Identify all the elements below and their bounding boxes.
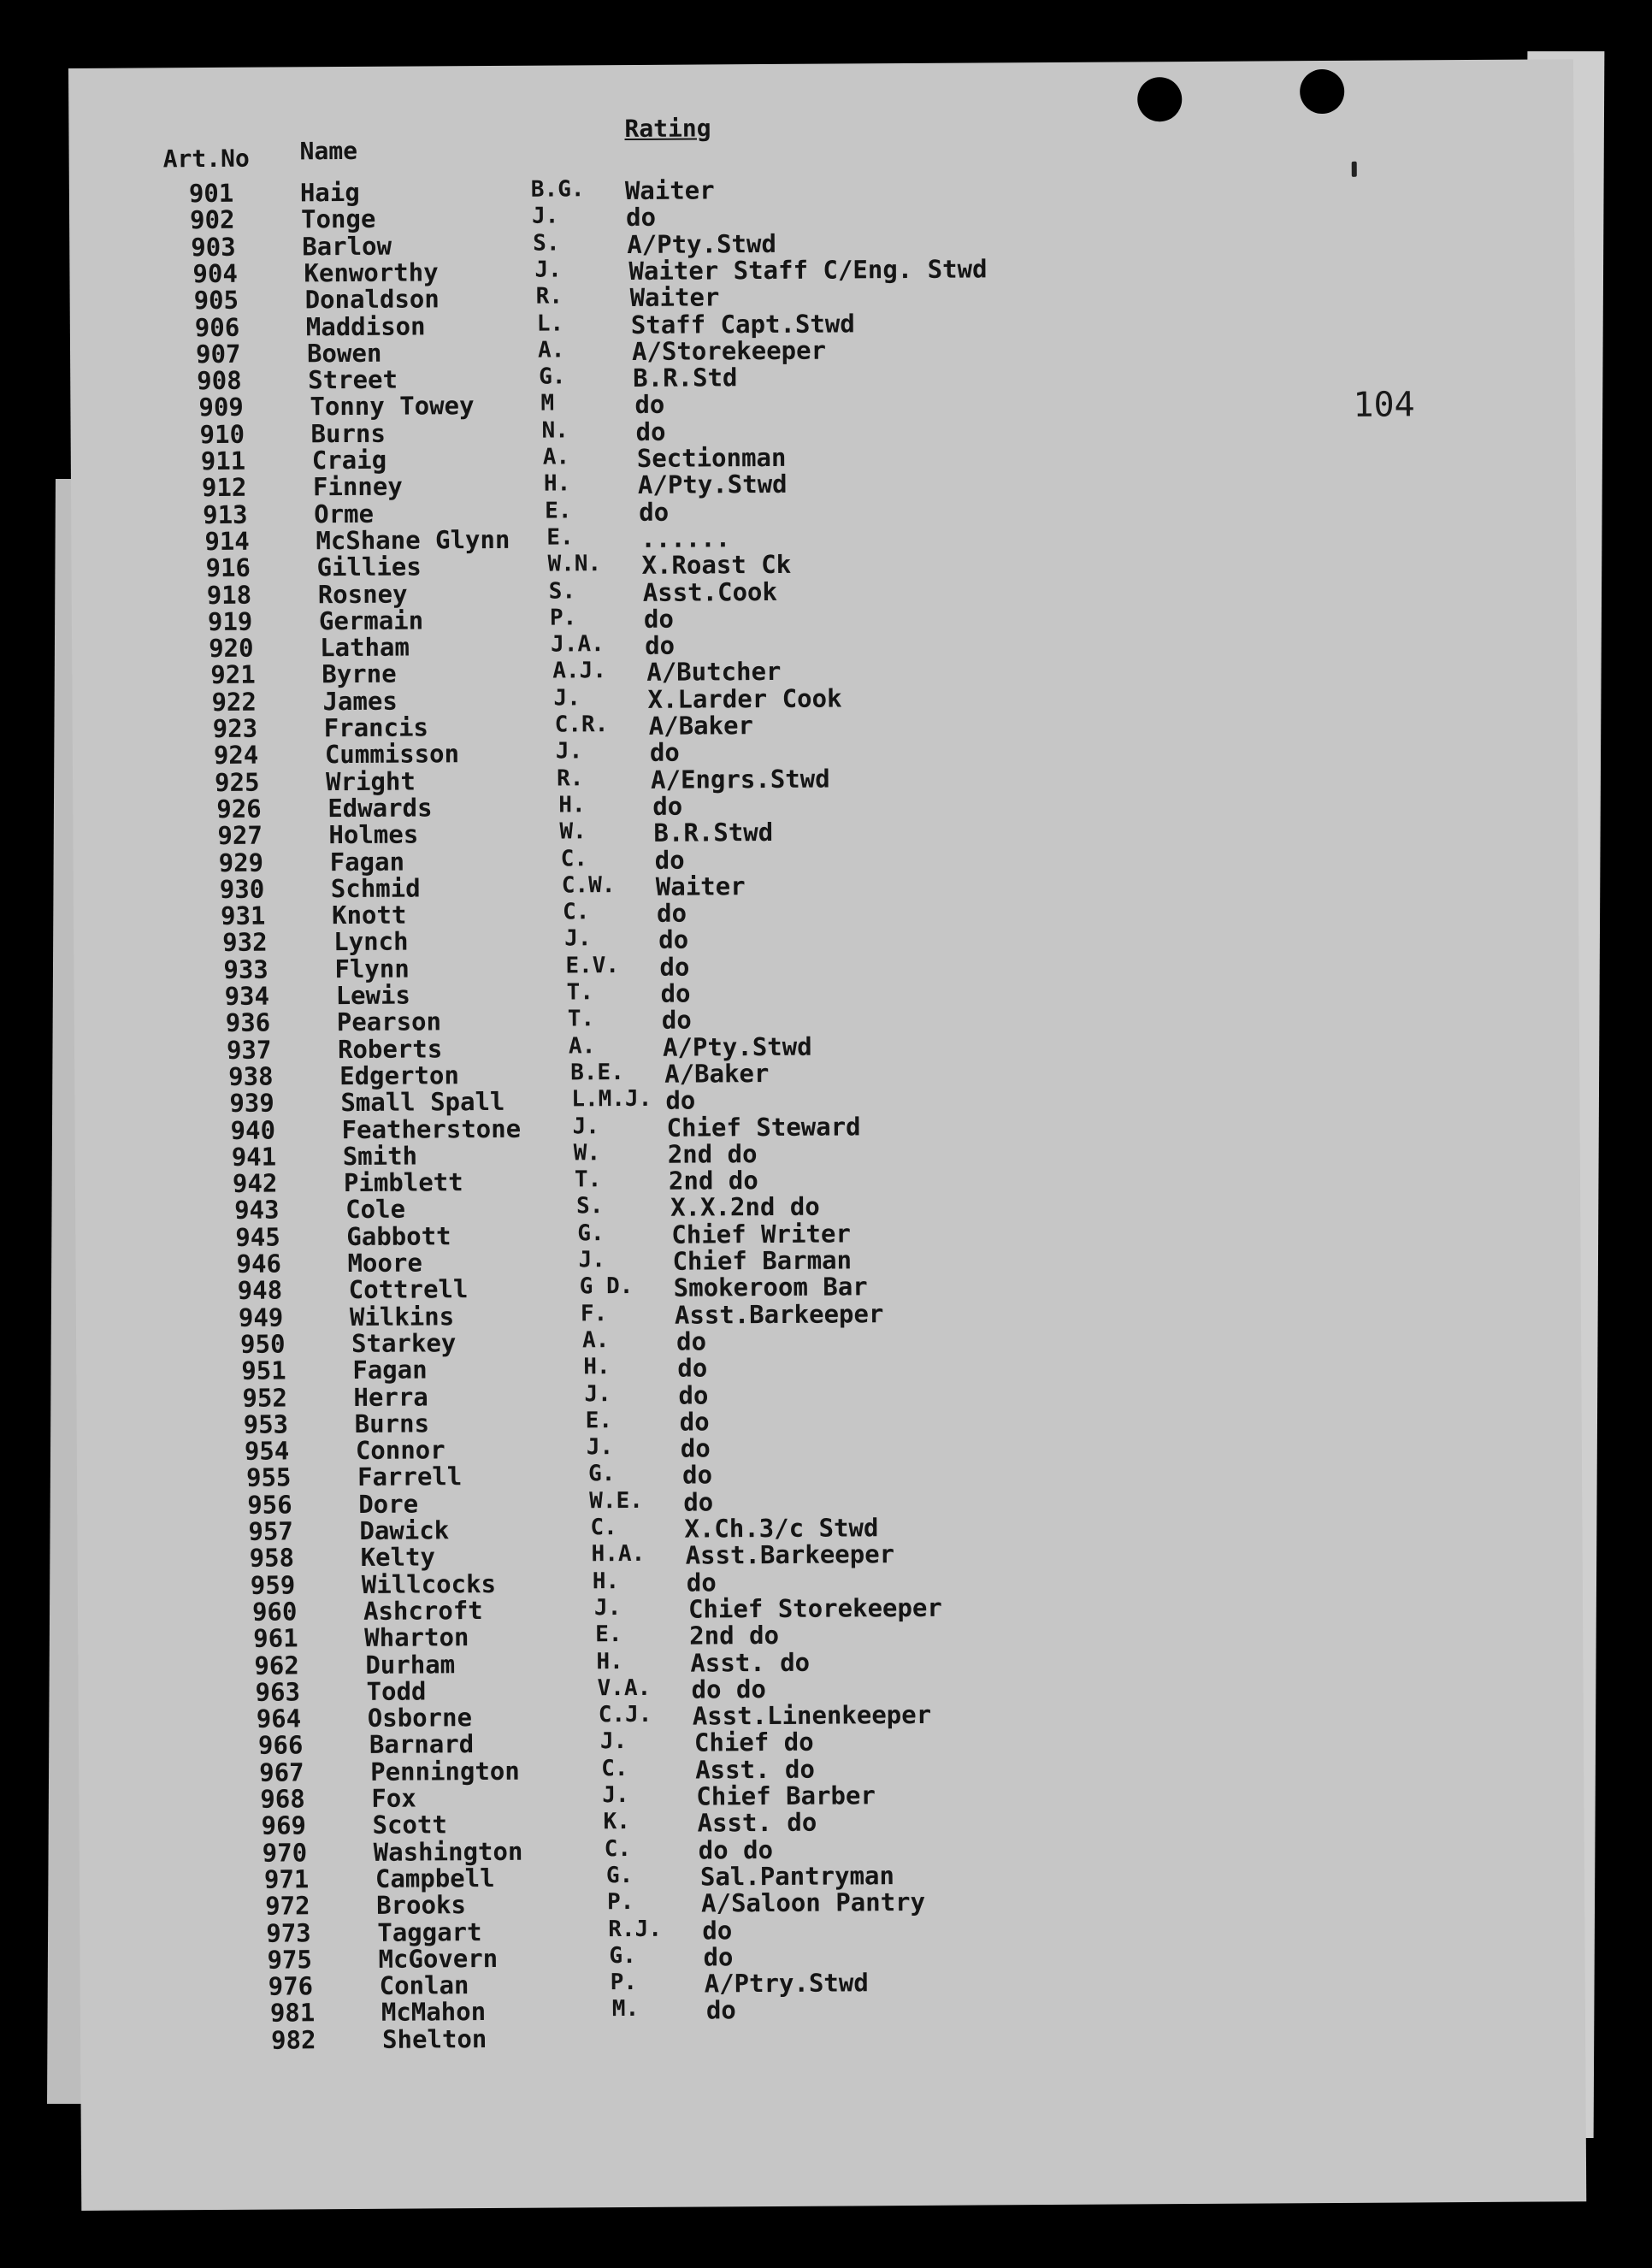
entry-initials: T. (574, 1166, 602, 1193)
entry-initials: P. (610, 1970, 638, 1996)
entry-number: 933 (223, 954, 268, 984)
entry-initials: J. (553, 685, 581, 712)
entry-number: 960 (251, 1597, 298, 1627)
entry-rating: Waiter (655, 871, 746, 901)
entry-name: Shelton (381, 2023, 487, 2054)
entry-number: 925 (214, 767, 260, 797)
entry-initials: C. (601, 1755, 628, 1781)
entry-initials: E.V. (565, 952, 620, 979)
entry-name: Todd (366, 1676, 427, 1706)
entry-name: Street (308, 364, 398, 395)
entry-rating: do (649, 737, 680, 768)
entry-rating: do (681, 1460, 713, 1491)
entry-number: 955 (245, 1462, 292, 1493)
entry-rating: X.X.2nd do (670, 1192, 820, 1223)
entry-number: 943 (234, 1195, 280, 1226)
punch-hole-icon (1300, 69, 1344, 114)
entry-number: 927 (217, 820, 263, 851)
entry-name: Wilkins (349, 1301, 455, 1332)
entry-initials: M (540, 390, 555, 417)
entry-rating: do (680, 1433, 711, 1463)
entry-name: Dore (358, 1489, 419, 1519)
entry-name: Cottrell (348, 1274, 469, 1305)
entry-rating: A/Baker (664, 1058, 770, 1089)
entry-initials: E. (545, 498, 572, 524)
entry-initials: S. (548, 577, 576, 605)
entry-rating: Chief Barber (696, 1781, 876, 1811)
entry-name: Maddison (305, 310, 426, 341)
entry-rating: Chief do (693, 1728, 814, 1757)
entry-initials: W. (559, 818, 587, 845)
entry-initials: J. (593, 1594, 622, 1621)
entry-rating: X.Larder Cook (647, 683, 842, 714)
entry-initials: R. (535, 283, 563, 310)
entry-name: Small Spall (340, 1087, 505, 1118)
entry-initials: J. (564, 925, 592, 952)
entry-number: 903 (191, 232, 236, 262)
entry-name: Barnard (369, 1729, 475, 1760)
entry-number: 969 (261, 1810, 307, 1840)
entry-name: Connor (355, 1435, 445, 1466)
entry-name: Burns (354, 1409, 430, 1438)
entry-number: 956 (247, 1490, 292, 1520)
entry-number: 921 (210, 660, 256, 690)
entry-initials: N. (541, 417, 569, 444)
entry-rating: Sectionman (636, 442, 787, 473)
entry-name: Francis (323, 712, 429, 743)
entry-rating: do (678, 1379, 709, 1410)
entry-number: 910 (199, 419, 245, 449)
entry-initials: T. (567, 1006, 595, 1032)
entry-initials: C. (590, 1515, 617, 1541)
entry-initials: J. (586, 1434, 614, 1461)
entry-initials: B.G. (530, 176, 585, 203)
entry-number: 958 (249, 1543, 295, 1574)
entry-initials: R.J. (608, 1916, 663, 1942)
entry-initials: S. (533, 230, 560, 257)
entry-rating: do (639, 497, 670, 527)
entry-name: Edwards (327, 793, 433, 824)
entry-initials: H. (583, 1354, 611, 1380)
entry-number: 907 (195, 339, 241, 369)
entry-initials: A. (568, 1032, 596, 1060)
entry-rating: do (658, 924, 689, 955)
entry-number: 914 (204, 526, 250, 556)
entry-number: 919 (207, 606, 253, 636)
entry-number: 922 (211, 687, 257, 717)
entry-initials: J. (578, 1247, 605, 1273)
entry-rating: Asst.Barkeeper (685, 1539, 895, 1570)
entry-initials: G. (587, 1461, 616, 1487)
entry-number: 941 (231, 1142, 277, 1172)
entry-name: Tonny Towey (310, 391, 475, 422)
entry-initials: H. (543, 470, 571, 497)
entry-number: 918 (206, 580, 252, 610)
entry-number: 957 (248, 1516, 293, 1546)
entry-number: 901 (188, 178, 234, 209)
entry-initials: E. (546, 524, 574, 551)
entry-number: 976 (268, 1971, 314, 2001)
entry-initials: W. (573, 1140, 601, 1166)
entry-rating: Asst. do (690, 1647, 811, 1678)
entry-rating: Asst.Barkeeper (674, 1298, 884, 1330)
entry-name: Finney (312, 471, 403, 502)
entry-number: 923 (212, 713, 258, 743)
entry-name: Germain (318, 605, 424, 636)
entry-number: 938 (228, 1061, 274, 1091)
entry-name: McShane Glynn (316, 524, 510, 556)
entry-number: 924 (213, 740, 259, 771)
entry-rating: do (661, 1005, 692, 1036)
entry-name: Byrne (322, 659, 397, 689)
entry-rating: Asst. do (695, 1754, 815, 1785)
entry-rating: A/Ptry.Stwd (704, 1968, 869, 1999)
entry-name: Barlow (302, 231, 392, 261)
entry-initials: M. (611, 1996, 640, 2023)
entry-number: 952 (242, 1382, 287, 1413)
entry-rating: do do (691, 1674, 767, 1704)
entry-name: Cole (345, 1195, 406, 1225)
page-number: 104 (1353, 385, 1415, 425)
entry-rating: Asst.Cook (642, 576, 777, 607)
entry-initials: H. (558, 792, 586, 818)
entry-name: Gillies (316, 552, 422, 582)
entry-initials: J. (534, 257, 562, 283)
entry-initials: J. (555, 738, 583, 765)
entry-rating: do (705, 1995, 736, 2025)
entry-name: Herra (353, 1381, 428, 1412)
entry-number: 931 (220, 901, 266, 931)
entry-initials: G. (609, 1942, 636, 1969)
entry-rating: A/Pty.Stwd (637, 470, 788, 500)
entry-name: Durham (365, 1649, 456, 1680)
entry-name: Campbell (375, 1863, 495, 1893)
entry-rating: Sal.Pantryman (699, 1861, 895, 1892)
entry-rating: X.Roast Ck (641, 550, 792, 581)
entry-rating: do (654, 845, 685, 875)
entry-number: 968 (260, 1784, 305, 1814)
entry-rating: B.R.Std (633, 363, 738, 393)
entry-rating: Staff Capt.Stwd (630, 308, 855, 340)
entry-initials: E. (595, 1621, 622, 1648)
entry-initials: G. (539, 363, 566, 390)
entry-number: 906 (194, 312, 240, 342)
entry-rating: do (676, 1326, 707, 1356)
entry-name: Washington (373, 1836, 523, 1867)
entry-number: 966 (257, 1730, 304, 1761)
entry-number: 961 (253, 1623, 298, 1653)
entry-name: Fagan (329, 847, 405, 877)
entry-initials: V.A. (597, 1674, 652, 1702)
entry-name: Conlan (379, 1970, 469, 2000)
entry-name: Lynch (333, 926, 409, 957)
entry-name: Latham (320, 632, 410, 663)
entry-number: 954 (244, 1436, 290, 1466)
entry-number: 926 (216, 794, 262, 824)
entry-number: 916 (205, 552, 251, 583)
entry-number: 970 (262, 1837, 308, 1868)
entry-name: Kenworthy (304, 257, 439, 288)
entry-initials: C. (560, 845, 588, 872)
entry-rating: ...... (640, 523, 731, 553)
entry-number: 937 (226, 1035, 272, 1065)
entry-initials: W.N. (547, 551, 602, 577)
entry-rating: do do (698, 1834, 774, 1865)
entry-initials: S. (576, 1193, 604, 1220)
entry-initials: B.E. (570, 1059, 624, 1086)
entry-initials: C.R. (554, 712, 609, 738)
entry-rating: do (643, 604, 674, 634)
entry-name: Kelty (360, 1542, 436, 1573)
entry-rating: do (677, 1353, 708, 1383)
entry-number: 932 (222, 927, 268, 958)
cert-no-header: Art.No (162, 144, 250, 174)
entry-name: Cummisson (324, 739, 460, 770)
entry-number: 959 (250, 1570, 296, 1600)
entry-number: 905 (193, 285, 239, 316)
entry-number: 973 (266, 1917, 311, 1948)
entry-initials: P. (549, 605, 577, 631)
entry-number: 948 (237, 1275, 283, 1306)
entry-initials: H.A. (591, 1541, 646, 1568)
entry-rating: do (686, 1567, 717, 1598)
entry-name: Edgerton (339, 1060, 459, 1090)
entry-name: Burns (310, 418, 386, 448)
entry-initials: H. (596, 1648, 623, 1674)
entry-rating: do (645, 630, 676, 660)
entry-number: 913 (203, 499, 248, 529)
entry-name: Farrell (357, 1462, 463, 1492)
entry-rating: do (659, 952, 690, 982)
entry-initials: J. (584, 1380, 611, 1407)
entry-rating: Chief Barman (672, 1245, 853, 1276)
entry-rating: Smokeroom Bar (673, 1272, 868, 1302)
entry-rating: A/Storekeeper (631, 335, 827, 366)
entry-initials: G. (605, 1862, 634, 1889)
entry-rating: Chief Writer (671, 1219, 851, 1249)
entry-number: 940 (230, 1115, 276, 1145)
entry-rating: A/Butcher (646, 657, 782, 688)
entry-rating: do (665, 1085, 696, 1115)
entry-rating: do (702, 1915, 733, 1946)
entry-number: 902 (189, 205, 235, 235)
entry-number: 946 (236, 1249, 282, 1279)
entry-number: 981 (269, 1998, 316, 2028)
entry-number: 939 (229, 1088, 274, 1119)
entry-initials: A. (582, 1327, 610, 1354)
entry-name: Knott (331, 900, 407, 930)
entry-name: Scott (372, 1810, 447, 1840)
entry-name: Donaldson (304, 284, 440, 315)
entry-rating: do (660, 978, 691, 1008)
entry-name: Moore (347, 1248, 422, 1279)
entry-number: 912 (201, 473, 247, 503)
entry-number: 972 (265, 1891, 310, 1921)
entry-name: Pennington (370, 1756, 520, 1787)
entry-name: Haig (299, 177, 360, 208)
entry-initials: C. (562, 899, 590, 925)
entry-initials: J. (602, 1782, 629, 1809)
entry-initials: R. (556, 765, 584, 792)
entry-name: Holmes (328, 819, 419, 850)
entry-initials: A.J. (552, 658, 607, 684)
entry-rating: do (703, 1942, 734, 1972)
entry-number: 967 (259, 1757, 304, 1787)
entry-number: 953 (243, 1409, 289, 1439)
entry-name: Starkey (351, 1328, 457, 1358)
entry-name: Lewis (335, 980, 411, 1011)
entry-number: 930 (219, 874, 265, 904)
entry-rating: A/Saloon Pantry (701, 1887, 926, 1918)
name-header: Name (299, 136, 358, 166)
entry-name: Wright (325, 766, 416, 796)
entry-number: 975 (267, 1945, 313, 1975)
entry-initials: H. (592, 1568, 620, 1594)
entry-initials: C. (604, 1835, 632, 1862)
entry-rating: Waiter (629, 282, 720, 313)
entry-name: Gabbott (346, 1220, 451, 1251)
entry-number: 950 (240, 1329, 286, 1359)
entry-number: 934 (224, 981, 270, 1011)
entry-name: Osborne (367, 1703, 473, 1733)
entry-number: 945 (235, 1222, 280, 1252)
entry-name: Willcocks (361, 1568, 497, 1599)
entry-initials: J.A. (551, 631, 605, 658)
entry-name: Schmid (330, 873, 421, 903)
entry-rating: do (683, 1487, 714, 1517)
entry-number: 904 (192, 258, 238, 289)
entry-rating: Asst. do (697, 1807, 817, 1838)
entry-rating: B.R.Stwd (653, 818, 774, 848)
entry-rating: do (652, 791, 683, 821)
entry-rating: 2nd do (689, 1621, 780, 1651)
entry-rating: A/Baker (648, 711, 754, 741)
entry-initials: T. (566, 979, 594, 1006)
entry-rating: Waiter (624, 175, 715, 206)
punch-hole-icon (1137, 77, 1182, 121)
entry-name: McMahon (381, 1997, 487, 2028)
entry-initials: W.E. (589, 1487, 643, 1514)
entry-rating: Waiter Staff C/Eng. Stwd (628, 254, 988, 286)
entry-name: Smith (342, 1141, 418, 1171)
entry-name: Rosney (317, 579, 408, 609)
entry-initials: F. (580, 1300, 608, 1326)
entry-number: 949 (238, 1302, 284, 1332)
entry-rating: 2nd do (668, 1166, 758, 1196)
entry-name: Dawick (359, 1515, 450, 1545)
entry-rating: A/Pty.Stwd (662, 1031, 812, 1062)
entry-rating: X.Ch.3/c Stwd (684, 1513, 879, 1544)
entry-name: Pearson (336, 1007, 442, 1037)
entry-number: 936 (225, 1007, 271, 1038)
entry-number: 951 (241, 1355, 286, 1385)
entry-number: 963 (255, 1677, 301, 1707)
entry-number: 971 (263, 1864, 310, 1894)
entry-name: Pimblett (343, 1167, 463, 1198)
entry-name: Fox (371, 1783, 416, 1813)
entry-initials: J. (599, 1728, 628, 1755)
entry-initials: G D. (579, 1273, 634, 1300)
entry-initials: C.W. (561, 871, 616, 899)
entry-name: Craig (311, 445, 387, 475)
entry-name: McGovern (378, 1943, 499, 1974)
entry-name: Taggart (377, 1917, 482, 1947)
entry-name: Flynn (334, 954, 410, 983)
entry-initials: J. (531, 203, 559, 229)
entry-name: Wharton (364, 1622, 469, 1653)
entry-number: 982 (270, 2024, 316, 2055)
entry-rating: A/Engrs.Stwd (650, 764, 830, 794)
entry-initials: A. (542, 444, 570, 470)
entry-rating: Chief Storekeeper (687, 1592, 942, 1624)
entry-rating: Chief Steward (666, 1111, 861, 1143)
entry-number: 909 (198, 393, 244, 422)
entry-name: James (322, 686, 398, 716)
entry-number: 908 (197, 365, 242, 396)
entry-name: Roberts (337, 1033, 443, 1064)
entry-number: 942 (232, 1168, 278, 1198)
entry-rating: do (635, 416, 666, 446)
document-page (68, 59, 1586, 2211)
entry-number: 929 (218, 848, 264, 877)
entry-rating: do (634, 390, 665, 420)
entry-number: 920 (209, 633, 254, 664)
entry-rating: do (679, 1407, 710, 1437)
entry-initials: L.M.J. (571, 1086, 652, 1113)
entry-rating: do (625, 203, 657, 233)
entry-initials: G. (577, 1220, 605, 1247)
entry-name: Orme (314, 499, 375, 529)
entry-number: 911 (200, 446, 246, 476)
entry-rating: A/Pty.Stwd (627, 228, 776, 259)
entry-name: Tonge (300, 204, 376, 234)
rating-header: Rating (624, 114, 711, 144)
entry-rating: do (656, 898, 687, 928)
entry-initials: P. (607, 1889, 634, 1916)
ink-mark (1352, 162, 1357, 177)
entry-initials: L. (536, 310, 564, 337)
entry-name: Brooks (376, 1890, 466, 1921)
entry-initials: E. (585, 1407, 613, 1434)
entry-rating: 2nd do (667, 1138, 758, 1169)
entry-initials: J. (572, 1113, 599, 1139)
entry-name: Ashcroft (363, 1595, 483, 1626)
entry-initials: C.J. (598, 1701, 652, 1728)
entry-name: Featherstone (341, 1113, 522, 1144)
entry-number: 964 (256, 1704, 302, 1733)
entry-name: Fagan (352, 1355, 428, 1385)
entry-rating: Asst.Linenkeeper (692, 1699, 932, 1731)
entry-name: Bowen (306, 338, 382, 369)
entry-number: 962 (254, 1650, 299, 1680)
entry-initials: K. (603, 1809, 630, 1835)
entry-initials: A. (537, 337, 565, 363)
